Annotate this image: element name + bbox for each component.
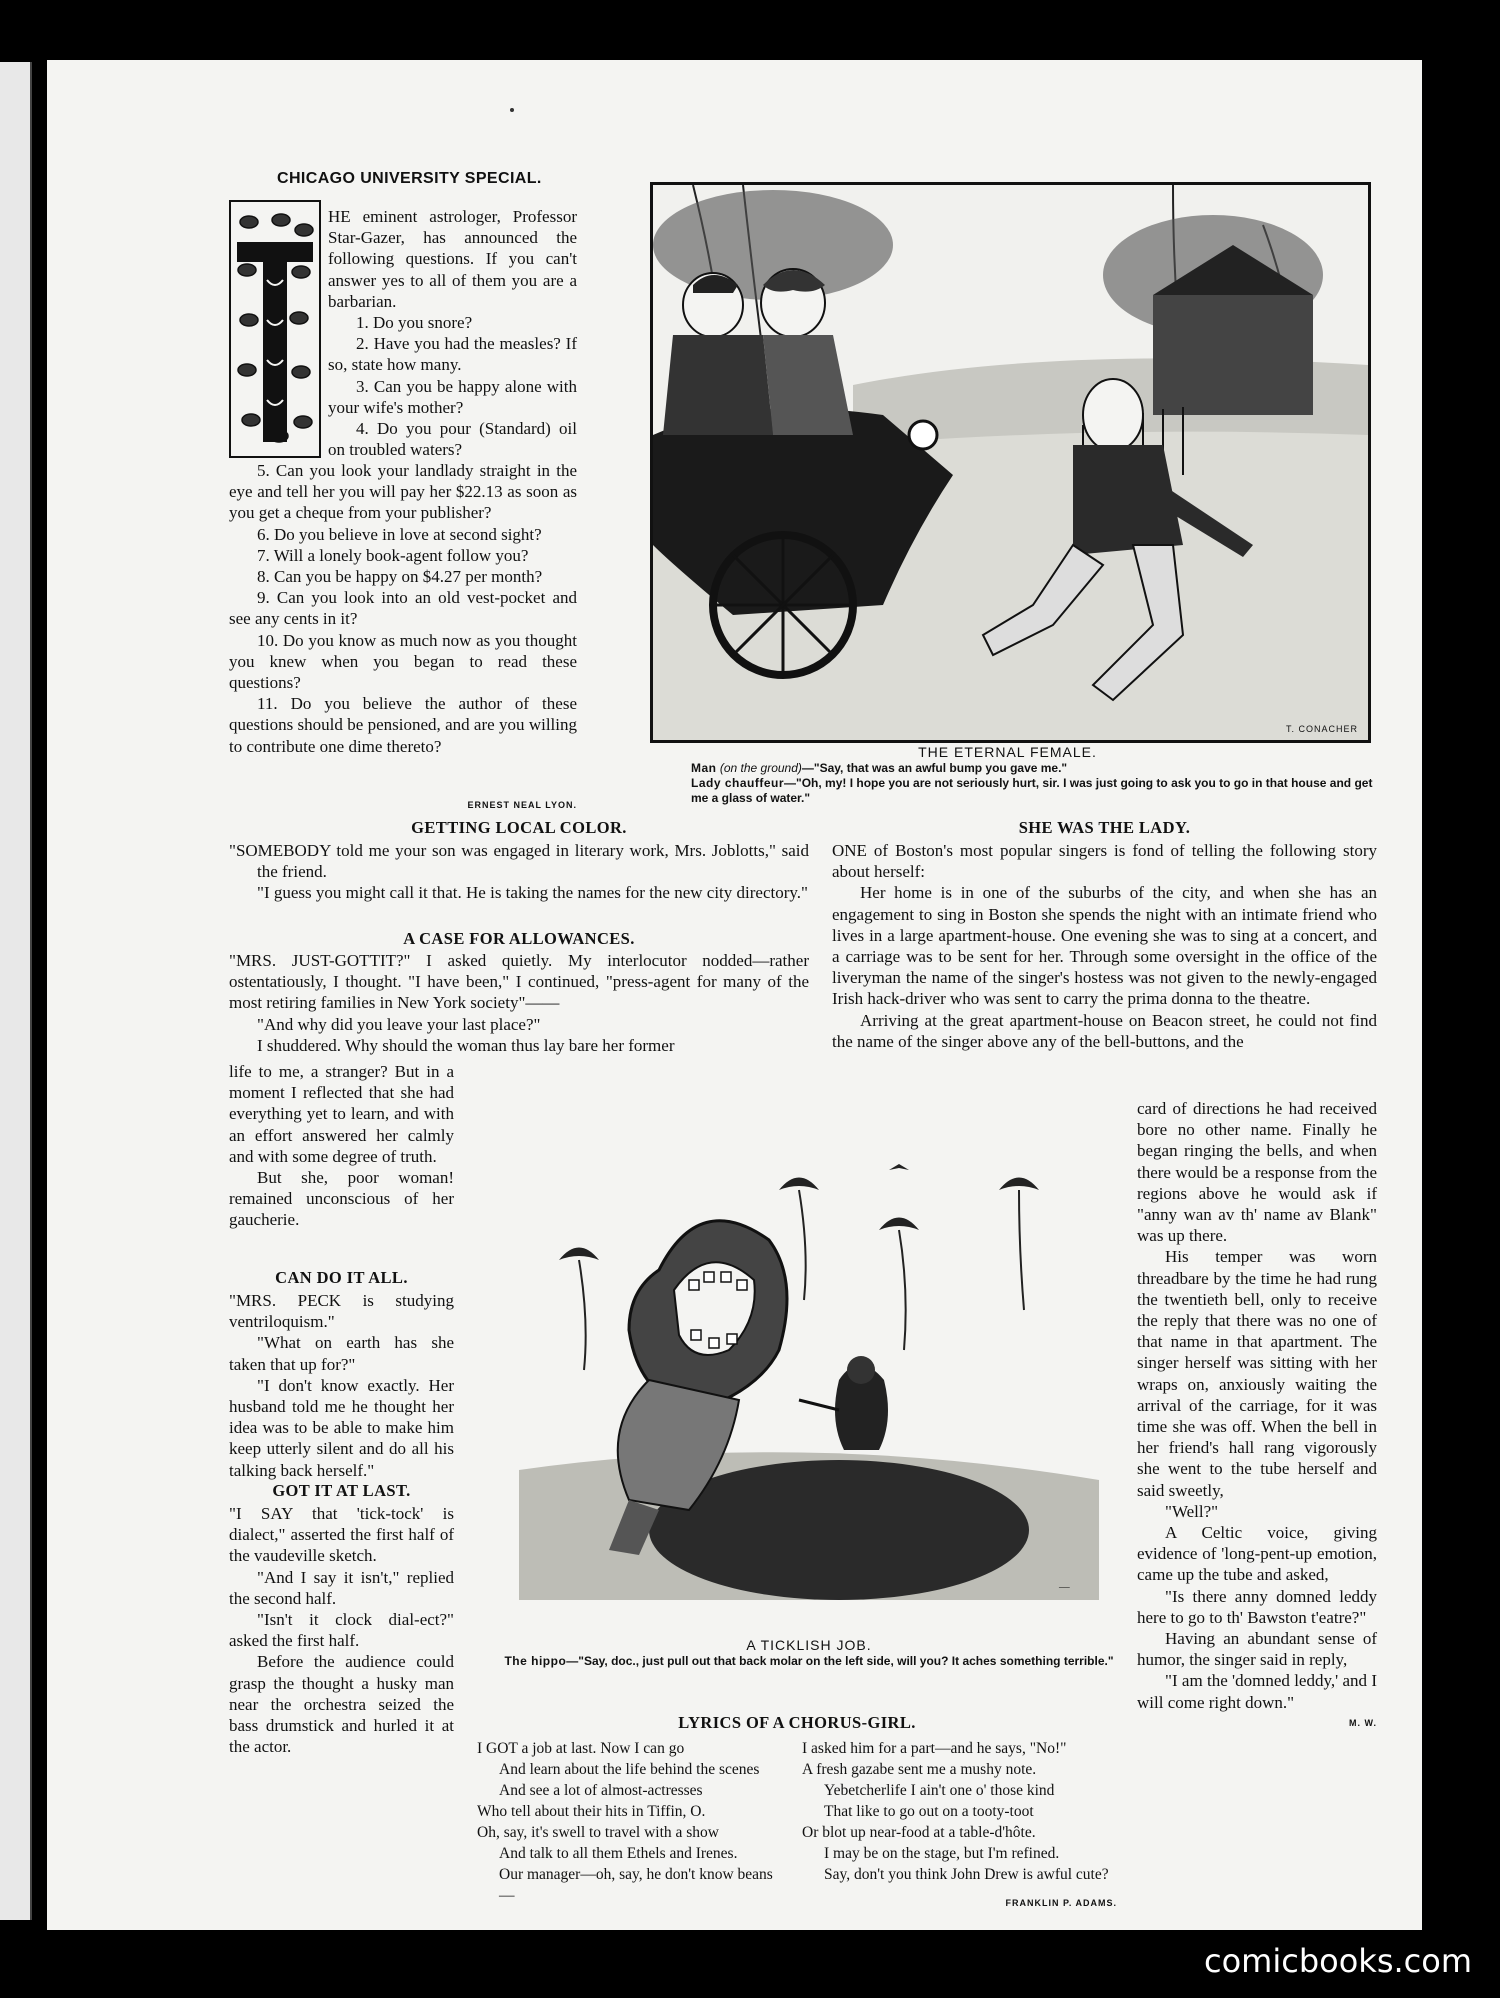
adjacent-page-edge [0, 62, 32, 1920]
question-3: 3. Can you be happy alone with your wife's mother? [328, 376, 577, 417]
hippo-label: The hippo [504, 1654, 567, 1668]
can-do-p2: "What on earth has she taken that up for?" [229, 1333, 454, 1374]
hippo-speech: —"Say, doc., just pull out that back molar on the left side, will you? It aches something terrible." [566, 1654, 1114, 1668]
man-aside: (on the ground) [719, 761, 802, 775]
allowances-p4: But she, poor woman! remained unconscious of her gaucherie. [229, 1168, 454, 1230]
lyric-line: I asked him for a part—and he says, "No!" [802, 1740, 1067, 1757]
lyric-line: I may be on the stage, but I'm refined. [824, 1845, 1060, 1862]
eternal-female-illustration [650, 182, 1371, 743]
eternal-female-caption-title: THE ETERNAL FEMALE. [918, 744, 1097, 760]
question-8: 8. Can you be happy on $4.27 per month? [257, 567, 543, 587]
lyrics-right-stanza [802, 1738, 1122, 1885]
lyric-line: I GOT a job at last. Now I can go [477, 1740, 685, 1757]
can-do-it-all-body [229, 1290, 454, 1481]
lyric-line: And talk to all them Ethels and Irenes. [499, 1845, 738, 1862]
lady-p5: "Well?" [1165, 1501, 1219, 1521]
lady-speech: —"Oh, my! I hope you are not seriously hurt, sir. I was just going to ask you to go in that house and get me a glass of water." [691, 776, 1373, 805]
lyric-line: Say, don't you think John Drew is awful cute? [824, 1866, 1109, 1883]
she-was-the-lady-title: SHE WAS THE LADY. [1018, 818, 1191, 837]
question-9: 9. Can you look into an old vest-pocket and see any cents in it? [229, 588, 577, 629]
allowances-body-narrow [229, 1061, 454, 1231]
question-4: 4. Do you pour (Standard) oil on troubled waters? [328, 419, 577, 460]
lady-p3b: card of directions he had received bore no other name. Finally he began ringing the bells, and when there would be a response from the regions above he would ask if "anny wan av th' name av Blank" was up there. [1137, 1099, 1377, 1246]
lady-p8: Having an abundant sense of humor, the singer said in reply, [1137, 1629, 1377, 1670]
lyrics-title: LYRICS OF A CHORUS-GIRL. [678, 1713, 916, 1732]
question-1: 1. Do you snore? [356, 313, 473, 333]
car-accident-drawing [653, 185, 1368, 740]
lady-line [622, 776, 1392, 806]
man-speech: —"Say, that was an awful bump you gave me." [801, 761, 1068, 775]
chicago-intro [328, 206, 577, 460]
lady-p1: ONE of Boston's most popular singers is fond of telling the following story about herself: [832, 841, 1377, 882]
lady-p9: "I am the 'domned leddy,' and I will come right down." [1137, 1671, 1377, 1712]
got-it-at-last-body [229, 1503, 454, 1757]
ornamental-initial-t [229, 200, 321, 458]
lyric-line: And see a lot of almost-actresses [499, 1782, 703, 1799]
can-do-it-all-title: CAN DO IT ALL. [275, 1268, 408, 1287]
chicago-byline: ERNEST NEAL LYON. [467, 800, 577, 810]
man-line [622, 761, 1392, 776]
chicago-intro-text: HE eminent astrologer, Professor Star-Gazer, has announced the following questions. If you can't answer yes to all of them you are a barbarian. [328, 207, 577, 311]
allowances-p2: "And why did you leave your last place?" [257, 1014, 541, 1034]
lyric-line: Yebetcherlife I ain't one o' those kind [824, 1782, 1055, 1799]
allowances-title: A CASE FOR ALLOWANCES. [403, 929, 635, 948]
page-dot [510, 108, 514, 112]
ticklish-job-dialogue [499, 1654, 1119, 1669]
lyric-line: And learn about the life behind the scenes [499, 1761, 760, 1778]
lady-p2: Her home is in one of the suburbs of the city, and when she has an engagement to sing in Boston she spends the night with an intimate friend who lives in a large apartment-house. One evening she was to sing at a concert, and a carriage was to be sent for her. Through some oversight in the office of the liveryman the name of the singer's hostess was not given to the newly-engaged Irish hack-driver who was sent to carry the prima donna to the theatre. [832, 883, 1377, 1009]
allowances-p3b: life to me, a stranger? But in a moment I reflected that she had everything yet to learn, and with an effort answered her calmly and with some degree of truth. [229, 1062, 454, 1166]
got-it-p3: "Isn't it clock dial-ect?" asked the first half. [229, 1610, 454, 1651]
allowances-p3a: I shuddered. Why should the woman thus lay bare her former [257, 1035, 675, 1055]
artist-signature: T. CONACHER [1285, 724, 1358, 734]
local-color-body [229, 840, 809, 904]
she-was-the-lady-body [832, 840, 1377, 1052]
got-it-at-last-title: GOT IT AT LAST. [272, 1481, 411, 1500]
ticklish-job-illustration [499, 1150, 1119, 1625]
question-10: 10. Do you know as much now as you thought you knew when you began to read these questions? [229, 630, 577, 693]
ticklish-job-caption-title: A TICKLISH JOB. [746, 1637, 872, 1653]
can-do-p3: "I don't know exactly. Her husband told me he thought her idea was to be able to make him keep utterly silent and do all his talking back herself." [229, 1375, 454, 1480]
svg-text:—: — [1059, 1579, 1070, 1593]
hippo-dentist-drawing [499, 1150, 1119, 1625]
chicago-title: CHICAGO UNIVERSITY SPECIAL. [277, 170, 542, 187]
lady-p3a: Arriving at the great apartment-house on Beacon street, he could not find the name of the singer above any of the bell-buttons, and the [832, 1010, 1377, 1051]
lyric-line: Or blot up near-food at a table-d'hôte. [802, 1824, 1036, 1841]
lyric-line: Who tell about their hits in Tiffin, O. [477, 1803, 706, 1820]
watermark-text: comicbooks.com [1203, 1942, 1472, 1980]
lyric-line: A fresh gazabe sent me a mushy note. [802, 1761, 1037, 1778]
lady-p7: "Is there anny domned leddy here to go to th' Bawston t'eatre?" [1137, 1586, 1377, 1627]
question-5: 5. Can you look your landlady straight in the eye and tell her you will pay her $22.13 as soon as you get a cheque from your publisher? [229, 461, 577, 523]
magazine-page [47, 60, 1422, 1930]
allowances-p1: "MRS. JUST-GOTTIT?" I asked quietly. My interlocutor nodded—rather ostentatiously, I thought. "I have been," I continued, "press-agent for many of the most retiring families in New York society"—— [229, 951, 809, 1013]
lyrics-byline: FRANKLIN P. ADAMS. [1005, 1898, 1117, 1908]
allowances-body [229, 950, 809, 1056]
lyrics-left-stanza [477, 1738, 787, 1906]
local-color-p1: "SOMEBODY told me your son was engaged in literary work, Mrs. Joblotts," said the friend. [229, 841, 809, 882]
question-7: 7. Will a lonely book-agent follow you? [257, 545, 529, 565]
lyric-line: Our manager—oh, say, he don't know beans— [499, 1866, 773, 1904]
lady-p4: His temper was worn threadbare by the time he had rung the twentieth bell, only to receive the reply that there was no one of that name in that apartment. The singer herself was sitting with her wraps on, anxiously waiting the arrival of the carriage, for it was time she was off. When the bell in her friend's hall rang vigorously she went to the tube herself and said sweetly, [1137, 1247, 1377, 1500]
question-11: 11. Do you believe the author of these questions should be pensioned, and are you willing to contribute one dime thereto? [229, 694, 577, 756]
man-label: Man [691, 761, 717, 775]
eternal-female-dialogue [622, 761, 1392, 806]
local-color-p2: "I guess you might call it that. He is taking the names for the new city directory." [257, 883, 808, 903]
local-color-title: GETTING LOCAL COLOR. [411, 818, 627, 837]
got-it-p1: "I SAY that 'tick-tock' is dialect," asserted the first half of the vaudeville sketch. [229, 1504, 454, 1566]
can-do-p1: "MRS. PECK is studying ventriloquism." [229, 1291, 454, 1332]
lyric-line: That like to go out on a tooty-toot [824, 1803, 1034, 1820]
question-6: 6. Do you believe in love at second sight? [257, 524, 542, 544]
got-it-p2: "And I say it isn't," replied the second half. [229, 1567, 454, 1608]
got-it-p4: Before the audience could grasp the thought a husky man near the orchestra seized the bass drumstick and hurled it at the actor. [229, 1652, 454, 1757]
question-2: 2. Have you had the measles? If so, state how many. [328, 334, 577, 375]
she-was-the-lady-body-narrow [1137, 1098, 1377, 1734]
lady-label: Lady chauffeur [691, 776, 785, 790]
lyric-line: Oh, say, it's swell to travel with a show [477, 1824, 720, 1841]
lady-byline: M. W. [1349, 1717, 1377, 1728]
lady-p6: A Celtic voice, giving evidence of 'long-pent-up emotion, came up the tube and asked, [1137, 1523, 1377, 1585]
chicago-questions-continued [229, 460, 577, 757]
